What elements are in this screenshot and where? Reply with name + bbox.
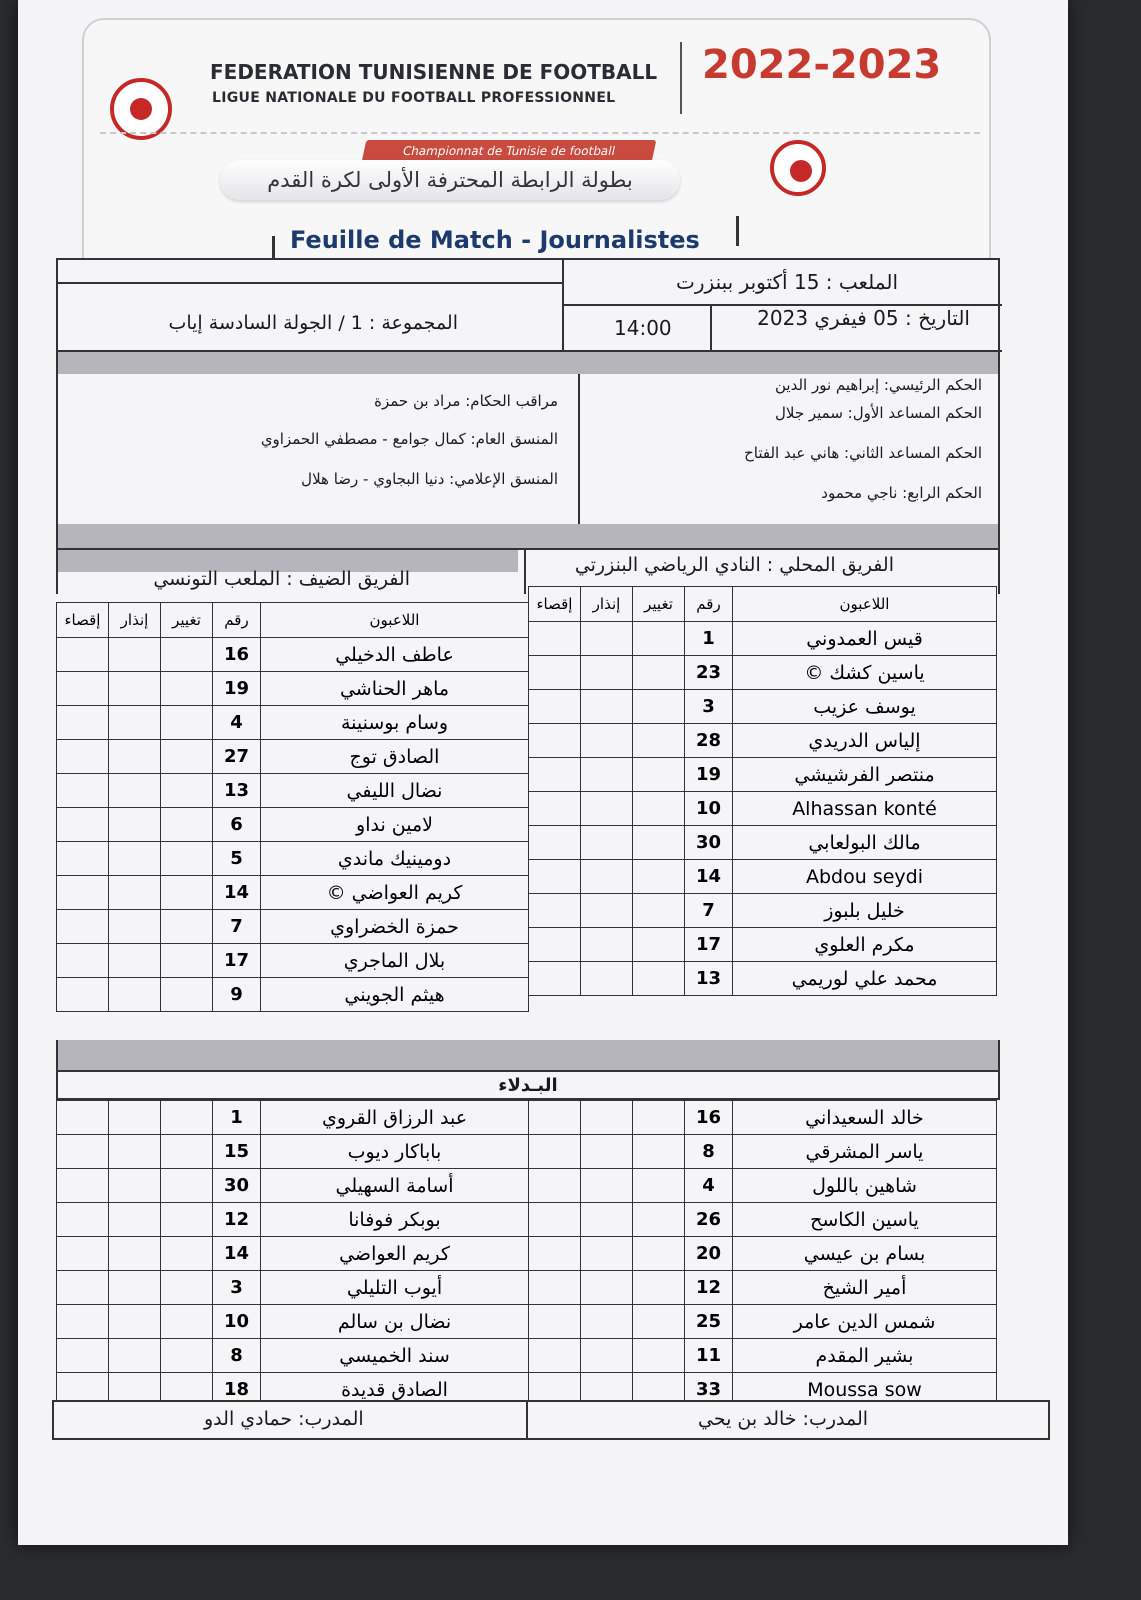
change-cell xyxy=(633,1339,685,1373)
warning-cell xyxy=(581,656,633,690)
warning-cell xyxy=(109,1101,161,1135)
change-cell xyxy=(633,622,685,656)
col-warning: إنذار xyxy=(109,603,161,638)
substitutes-header xyxy=(56,1070,1000,1100)
player-number: 6 xyxy=(213,808,261,842)
player-number: 10 xyxy=(685,792,733,826)
player-name: حمزة الخضراوي xyxy=(261,910,529,944)
player-row xyxy=(57,842,529,876)
ftf-logo-icon xyxy=(110,78,172,140)
player-row xyxy=(57,978,529,1012)
change-cell xyxy=(161,1237,213,1271)
kickoff-time: 14:00 xyxy=(614,316,672,340)
col-change: تغيير xyxy=(633,587,685,622)
warning-cell xyxy=(109,1271,161,1305)
change-cell xyxy=(161,672,213,706)
expulsion-cell xyxy=(529,860,581,894)
expulsion-cell xyxy=(529,826,581,860)
warning-cell xyxy=(109,1203,161,1237)
warning-cell xyxy=(581,860,633,894)
expulsion-cell xyxy=(57,910,109,944)
divider xyxy=(100,132,980,134)
player-name: بشير المقدم xyxy=(733,1339,997,1373)
expulsion-cell xyxy=(529,1135,581,1169)
player-number: 28 xyxy=(685,724,733,758)
expulsion-cell xyxy=(529,656,581,690)
warning-cell xyxy=(109,1305,161,1339)
warning-cell xyxy=(581,1305,633,1339)
player-row xyxy=(529,1339,997,1373)
expulsion-cell xyxy=(529,1339,581,1373)
home-coach-cell xyxy=(526,1400,1050,1440)
col-change: تغيير xyxy=(161,603,213,638)
away-coach: المدرب: حمادي الدو xyxy=(204,1408,364,1430)
player-number: 12 xyxy=(685,1271,733,1305)
player-name: سند الخميسي xyxy=(261,1339,529,1373)
divider xyxy=(680,42,682,114)
player-name: وسام بوسنينة xyxy=(261,706,529,740)
league-name: LIGUE NATIONALE DU FOOTBALL PROFESSIONNEL xyxy=(212,90,616,106)
warning-cell xyxy=(581,758,633,792)
player-number: 16 xyxy=(213,638,261,672)
player-name: ياسين كشك © xyxy=(733,656,997,690)
change-cell xyxy=(161,910,213,944)
player-row xyxy=(529,1101,997,1135)
expulsion-cell xyxy=(57,1271,109,1305)
player-name: بوبكر فوفانا xyxy=(261,1203,529,1237)
media-coordinator: المنسق الإعلامي: دنيا البجاوي - رضا هلال xyxy=(301,470,558,488)
expulsion-cell xyxy=(57,944,109,978)
player-number: 23 xyxy=(685,656,733,690)
expulsion-cell xyxy=(57,1169,109,1203)
expulsion-cell xyxy=(529,1101,581,1135)
player-name: أيوب التليلي xyxy=(261,1271,529,1305)
expulsion-cell xyxy=(529,690,581,724)
warning-cell xyxy=(109,842,161,876)
player-row xyxy=(529,690,997,724)
separator-band xyxy=(58,352,998,374)
change-cell xyxy=(161,944,213,978)
season: 2022-2023 xyxy=(702,42,942,88)
player-row xyxy=(57,1237,529,1271)
player-row xyxy=(57,808,529,842)
col-players: اللاعبون xyxy=(733,587,997,622)
player-name: كريم العواضي © xyxy=(261,876,529,910)
warning-cell xyxy=(581,894,633,928)
change-cell xyxy=(633,758,685,792)
player-number: 18 xyxy=(213,1373,261,1407)
player-name: عاطف الدخيلي xyxy=(261,638,529,672)
warning-cell xyxy=(581,1203,633,1237)
expulsion-cell xyxy=(57,876,109,910)
player-name: Alhassan konté xyxy=(733,792,997,826)
expulsion-cell xyxy=(529,1169,581,1203)
change-cell xyxy=(633,826,685,860)
player-number: 1 xyxy=(213,1101,261,1135)
away-subs-table xyxy=(56,1100,529,1407)
expulsion-cell xyxy=(57,1237,109,1271)
expulsion-cell xyxy=(529,792,581,826)
warning-cell xyxy=(581,1339,633,1373)
player-name: بلال الماجري xyxy=(261,944,529,978)
change-cell xyxy=(633,1169,685,1203)
player-number: 33 xyxy=(685,1373,733,1407)
player-number: 3 xyxy=(685,690,733,724)
expulsion-cell xyxy=(529,962,581,996)
warning-cell xyxy=(109,876,161,910)
player-number: 8 xyxy=(213,1339,261,1373)
change-cell xyxy=(633,792,685,826)
player-number: 5 xyxy=(213,842,261,876)
referee: الحكم الرئيسي: إبراهيم نور الدين xyxy=(775,376,982,394)
expulsion-cell xyxy=(529,1305,581,1339)
player-number: 14 xyxy=(213,1237,261,1271)
league-logo-icon xyxy=(770,140,826,196)
player-name: كريم العواضي xyxy=(261,1237,529,1271)
assistant-referee-2: الحكم المساعد الثاني: هاني عبد الفتاح xyxy=(744,444,982,462)
change-cell xyxy=(161,740,213,774)
change-cell xyxy=(633,928,685,962)
expulsion-cell xyxy=(57,1203,109,1237)
home-starters-table xyxy=(528,586,997,996)
expulsion-cell xyxy=(529,622,581,656)
warning-cell xyxy=(581,1101,633,1135)
warning-cell xyxy=(109,1169,161,1203)
player-row xyxy=(57,774,529,808)
player-row xyxy=(57,1169,529,1203)
warning-cell xyxy=(581,962,633,996)
player-row xyxy=(529,1305,997,1339)
expulsion-cell xyxy=(57,1135,109,1169)
player-number: 13 xyxy=(685,962,733,996)
player-number: 20 xyxy=(685,1237,733,1271)
general-coordinator: المنسق العام: كمال جوامع - مصطفي الحمزاوي xyxy=(260,430,558,448)
player-name: خالد السعيداني xyxy=(733,1101,997,1135)
player-number: 9 xyxy=(213,978,261,1012)
player-name: أسامة السهيلي xyxy=(261,1169,529,1203)
player-row xyxy=(529,1203,997,1237)
expulsion-cell xyxy=(57,1339,109,1373)
player-name: نضال بن سالم xyxy=(261,1305,529,1339)
player-name: ياسر المشرقي xyxy=(733,1135,997,1169)
change-cell xyxy=(161,876,213,910)
col-expulsion: إقصاء xyxy=(57,603,109,638)
player-number: 17 xyxy=(213,944,261,978)
player-number: 27 xyxy=(213,740,261,774)
player-number: 14 xyxy=(213,876,261,910)
warning-cell xyxy=(581,1135,633,1169)
change-cell xyxy=(633,894,685,928)
player-name: الصادق قديدة xyxy=(261,1373,529,1407)
player-number: 4 xyxy=(685,1169,733,1203)
warning-cell xyxy=(109,978,161,1012)
warning-cell xyxy=(581,622,633,656)
player-name: Abdou seydi xyxy=(733,860,997,894)
player-number: 7 xyxy=(685,894,733,928)
warning-cell xyxy=(581,724,633,758)
substitutes-label: البـدلاء xyxy=(498,1075,558,1096)
player-number: 15 xyxy=(213,1135,261,1169)
expulsion-cell xyxy=(529,894,581,928)
warning-cell xyxy=(109,740,161,774)
home-coach: المدرب: خالد بن يحي xyxy=(698,1408,869,1430)
divider xyxy=(736,216,739,246)
col-number: رقم xyxy=(213,603,261,638)
warning-cell xyxy=(109,1237,161,1271)
change-cell xyxy=(161,1271,213,1305)
change-cell xyxy=(161,1203,213,1237)
change-cell xyxy=(161,1135,213,1169)
player-name: شمس الدين عامر xyxy=(733,1305,997,1339)
player-row xyxy=(57,672,529,706)
player-number: 16 xyxy=(685,1101,733,1135)
change-cell xyxy=(633,1101,685,1135)
player-name: عبد الرزاق القروي xyxy=(261,1101,529,1135)
col-warning: إنذار xyxy=(581,587,633,622)
referee-observer: مراقب الحكام: مراد بن حمزة xyxy=(374,392,558,410)
player-number: 12 xyxy=(213,1203,261,1237)
player-number: 10 xyxy=(213,1305,261,1339)
player-number: 8 xyxy=(685,1135,733,1169)
player-name: بسام بن عيسي xyxy=(733,1237,997,1271)
player-row xyxy=(529,962,997,996)
fourth-official: الحكم الرابع: ناجي محمود xyxy=(821,484,982,502)
player-name: مكرم العلوي xyxy=(733,928,997,962)
player-row xyxy=(57,706,529,740)
warning-cell xyxy=(109,706,161,740)
player-row xyxy=(57,944,529,978)
warning-cell xyxy=(581,792,633,826)
expulsion-cell xyxy=(57,706,109,740)
warning-cell xyxy=(109,944,161,978)
player-row xyxy=(529,928,997,962)
change-cell xyxy=(161,1101,213,1135)
col-expulsion: إقصاء xyxy=(529,587,581,622)
home-subs-table xyxy=(528,1100,997,1407)
warning-cell xyxy=(581,1169,633,1203)
change-cell xyxy=(633,724,685,758)
player-name: دومينيك ماندي xyxy=(261,842,529,876)
change-cell xyxy=(161,1305,213,1339)
warning-cell xyxy=(581,1237,633,1271)
player-row xyxy=(57,1101,529,1135)
player-number: 19 xyxy=(685,758,733,792)
match-date: التاريخ : 05 فيفري 2023 xyxy=(757,306,970,330)
change-cell xyxy=(161,978,213,1012)
change-cell xyxy=(633,860,685,894)
player-name: نضال الليفي xyxy=(261,774,529,808)
championship-ar: بطولة الرابطة المحترفة الأولى لكرة القدم xyxy=(220,160,680,200)
expulsion-cell xyxy=(529,928,581,962)
player-name: لامين نداو xyxy=(261,808,529,842)
change-cell xyxy=(633,690,685,724)
warning-cell xyxy=(109,1135,161,1169)
player-row xyxy=(529,656,997,690)
player-name: باباكار ديوب xyxy=(261,1135,529,1169)
change-cell xyxy=(161,706,213,740)
player-number: 3 xyxy=(213,1271,261,1305)
player-number: 11 xyxy=(685,1339,733,1373)
player-name: إلياس الدريدي xyxy=(733,724,997,758)
player-name: شاهين باللول xyxy=(733,1169,997,1203)
change-cell xyxy=(161,1339,213,1373)
player-number: 7 xyxy=(213,910,261,944)
player-row xyxy=(57,638,529,672)
change-cell xyxy=(161,842,213,876)
expulsion-cell xyxy=(529,724,581,758)
player-row xyxy=(529,792,997,826)
player-name: مالك البولعابي xyxy=(733,826,997,860)
player-row xyxy=(57,1135,529,1169)
separator-band xyxy=(58,524,998,548)
officials-box xyxy=(56,374,1000,550)
warning-cell xyxy=(581,826,633,860)
player-number: 19 xyxy=(213,672,261,706)
warning-cell xyxy=(581,690,633,724)
group-round: المجموعة : 1 / الجولة السادسة إياب xyxy=(168,312,458,334)
home-team-title: الفريق المحلي : النادي الرياضي البنزرتي xyxy=(574,554,894,576)
player-name: محمد علي لوريمي xyxy=(733,962,997,996)
sheet-header xyxy=(82,18,991,292)
warning-cell xyxy=(109,672,161,706)
warning-cell xyxy=(109,910,161,944)
player-name: Moussa sow xyxy=(733,1373,997,1407)
change-cell xyxy=(161,774,213,808)
player-name: الصادق توج xyxy=(261,740,529,774)
player-row xyxy=(529,622,997,656)
col-players: اللاعبون xyxy=(261,603,529,638)
expulsion-cell xyxy=(57,1101,109,1135)
championship-fr: Championnat de Tunisie de football xyxy=(362,140,657,162)
stadium: الملعب : 15 أكتوبر ببنزرت xyxy=(676,270,898,294)
match-info-box xyxy=(56,258,1000,376)
change-cell xyxy=(633,1135,685,1169)
player-name: منتصر الفرشيشي xyxy=(733,758,997,792)
player-row xyxy=(529,1169,997,1203)
player-row xyxy=(529,724,997,758)
expulsion-cell xyxy=(529,1203,581,1237)
expulsion-cell xyxy=(57,740,109,774)
player-row xyxy=(57,1271,529,1305)
away-team-title: الفريق الضيف : الملعب التونسي xyxy=(153,568,410,590)
change-cell xyxy=(633,1203,685,1237)
sheet-title: Feuille de Match - Journalistes xyxy=(290,226,700,254)
change-cell xyxy=(161,808,213,842)
expulsion-cell xyxy=(57,672,109,706)
player-row xyxy=(57,910,529,944)
warning-cell xyxy=(109,638,161,672)
player-row xyxy=(529,1271,997,1305)
player-name: هيثم الجويني xyxy=(261,978,529,1012)
change-cell xyxy=(633,1237,685,1271)
player-row xyxy=(57,1339,529,1373)
player-number: 26 xyxy=(685,1203,733,1237)
assistant-referee-1: الحكم المساعد الأول: سمير جلال xyxy=(774,404,982,422)
change-cell xyxy=(633,1271,685,1305)
separator-band xyxy=(56,1040,1000,1070)
player-name: ياسين الكاسح xyxy=(733,1203,997,1237)
expulsion-cell xyxy=(57,808,109,842)
player-number: 13 xyxy=(213,774,261,808)
player-row xyxy=(57,876,529,910)
warning-cell xyxy=(581,928,633,962)
player-name: يوسف عزيب xyxy=(733,690,997,724)
player-number: 30 xyxy=(685,826,733,860)
warning-cell xyxy=(581,1271,633,1305)
player-number: 25 xyxy=(685,1305,733,1339)
player-name: قيس العمدوني xyxy=(733,622,997,656)
expulsion-cell xyxy=(529,1271,581,1305)
warning-cell xyxy=(109,1339,161,1373)
player-number: 17 xyxy=(685,928,733,962)
player-row xyxy=(529,860,997,894)
away-starters-table xyxy=(56,602,529,1012)
player-row xyxy=(57,1203,529,1237)
expulsion-cell xyxy=(57,978,109,1012)
change-cell xyxy=(633,962,685,996)
player-row xyxy=(57,740,529,774)
player-name: ماهر الحناشي xyxy=(261,672,529,706)
player-row xyxy=(529,1135,997,1169)
player-row xyxy=(529,894,997,928)
player-name: خليل بلبوز xyxy=(733,894,997,928)
player-number: 14 xyxy=(685,860,733,894)
player-row xyxy=(529,1237,997,1271)
warning-cell xyxy=(109,774,161,808)
player-name: أمير الشيخ xyxy=(733,1271,997,1305)
expulsion-cell xyxy=(57,1305,109,1339)
player-number: 30 xyxy=(213,1169,261,1203)
change-cell xyxy=(633,656,685,690)
warning-cell xyxy=(109,808,161,842)
change-cell xyxy=(161,638,213,672)
player-row xyxy=(529,826,997,860)
expulsion-cell xyxy=(57,774,109,808)
player-number: 1 xyxy=(685,622,733,656)
expulsion-cell xyxy=(529,1237,581,1271)
federation-name: FEDERATION TUNISIENNE DE FOOTBALL xyxy=(210,60,658,84)
col-number: رقم xyxy=(685,587,733,622)
player-row xyxy=(529,758,997,792)
change-cell xyxy=(633,1305,685,1339)
expulsion-cell xyxy=(529,758,581,792)
away-coach-cell xyxy=(52,1400,528,1440)
expulsion-cell xyxy=(57,638,109,672)
player-row xyxy=(57,1305,529,1339)
player-number: 4 xyxy=(213,706,261,740)
expulsion-cell xyxy=(57,842,109,876)
change-cell xyxy=(161,1169,213,1203)
